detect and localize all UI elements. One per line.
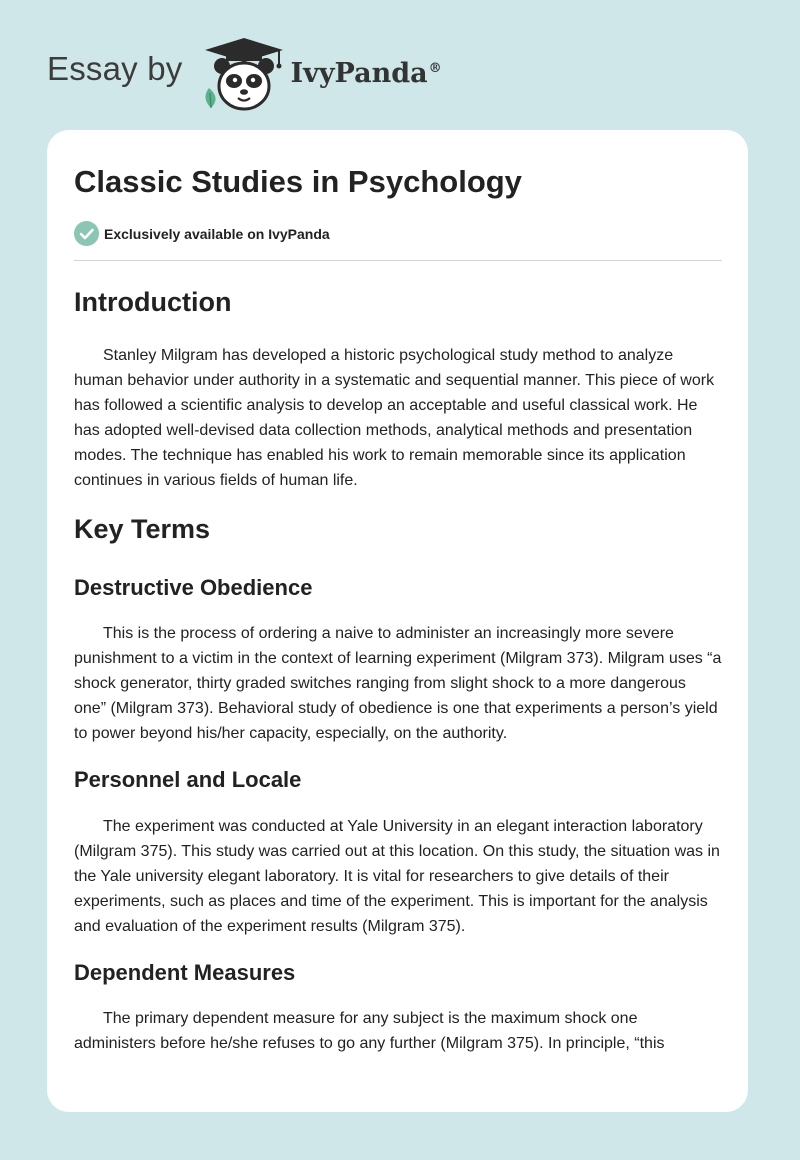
heading-destructive-obedience: Destructive Obedience [74, 575, 313, 600]
heading-personnel-and-locale: Personnel and Locale [74, 767, 302, 792]
heading-introduction: Introduction [74, 287, 232, 317]
paragraph-introduction: Stanley Milgram has developed a historic psychological study method to analyze human behavior under authority in a systematic and sequential manner. This piece of work has followed a scientific analysis to develop an acceptable and useful classical work. He has adopted well-devised data collection methods, analytical methods and presentation modes. The technique has enabled his work to remain memorable since its application continues in various fields of human life. [74, 347, 715, 489]
heading-key-terms: Key Terms [74, 514, 211, 544]
brand-header[interactable] [47, 34, 442, 114]
exclusive-badge-text: Exclusively available on IvyPanda [104, 225, 330, 242]
paragraph-personnel-and-locale: The experiment was conducted at Yale University in an elegant interaction laboratory (Milgram 375). This study was carried out at this location. On this study, the situation was in the Yale university elegant laboratory. It is vital for researchers to give details of their experiments, such as places and time of the experiment. This is important for the analysis and evaluation of the experiment results (Milgram 375). [74, 818, 720, 935]
brand-name: IvyPanda® [290, 57, 442, 89]
essay-title: Classic Studies in Psychology [74, 164, 522, 199]
brand-prefix: Essay by [47, 50, 183, 87]
heading-dependent-measures: Dependent Measures [74, 960, 296, 985]
panda-logo-icon [199, 36, 289, 112]
title-divider [74, 260, 722, 261]
check-circle-icon [74, 221, 99, 246]
paragraph-dependent-measures: The primary dependent measure for any subject is the maximum shock one administers before he/she refuses to go any further (Milgram 375). In principle, “this [74, 1010, 665, 1052]
paragraph-dependent-measures-clip [74, 1006, 722, 1058]
exclusive-badge [74, 221, 330, 246]
paragraph-destructive-obedience: This is the process of ordering a naive to administer an increasingly more severe punishment to a victim in the context of learning experiment (Milgram 373). Milgram uses “a shock generator, thirty graded switches ranging from slight shock to a more dangerous one” (Milgram 373). Behavioral study of obedience is one that experiments a person’s yield to power beyond his/her capacity, especially, on the authority. [74, 625, 722, 742]
essay-card [47, 130, 748, 1112]
